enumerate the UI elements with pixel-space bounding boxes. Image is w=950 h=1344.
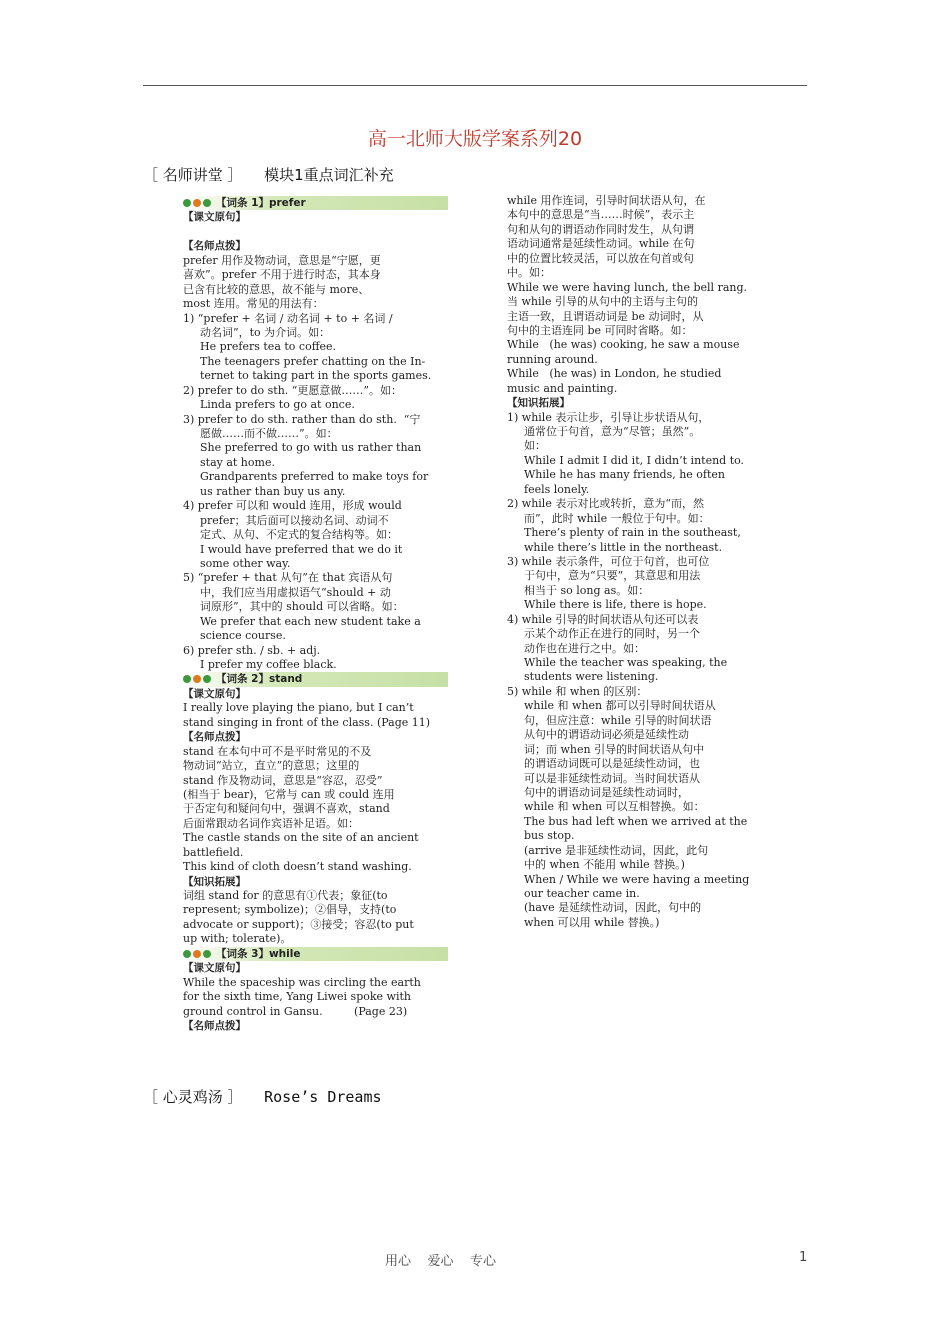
text-line: (have 是延续性动词，因此，句中的 [524, 901, 702, 915]
text-line: represent; symbolize)；②倡导，支持(to [183, 903, 397, 917]
text-line: The bus had left when we arrived at the [524, 814, 748, 828]
subheading: 【知识拓展】 [183, 875, 246, 888]
text-line: 示某个动作正在进行的同时，另一个 [524, 627, 700, 641]
subheading: 【名师点拨】 [183, 240, 246, 253]
text-line: 定式、从句、不定式的复合结构等。如： [200, 528, 398, 542]
text-line: students were listening. [524, 670, 659, 684]
text-line: 2) while 表示对比或转折，意为“而，然 [507, 497, 704, 511]
text-line: our teacher came in. [524, 887, 640, 900]
text-line: 中，我们应当用虚拟语气“should + 动 [200, 585, 391, 599]
subheading: 【课文原句】 [183, 687, 246, 700]
text-line: 通常位于句首，意为“尽管；虽然”。 [524, 425, 701, 438]
dot-icon [183, 199, 191, 207]
text-line: 相当于 so long as。如： [524, 583, 650, 597]
text-line: while 用作连词，引导时间状语从句，在 [507, 194, 706, 207]
text-line: ground control in Gansu. (Page 23) [183, 1004, 408, 1018]
text-line: While the spaceship was circling the earth [183, 975, 421, 989]
dot-icon [203, 675, 211, 683]
text-line: 词原形”，其中的 should 可以省略。如： [200, 600, 404, 614]
text-line: 如： [524, 439, 546, 453]
entry-header [183, 672, 448, 686]
section-bracket: ［ 心灵鸡汤 ］ [143, 1088, 243, 1106]
text-line: 1) “prefer + 名词 / 动名词 + to + 名词 / [183, 311, 393, 325]
text-line: science course. [200, 629, 286, 643]
text-line: 句和从句的谓语动作同时发生，从句谓 [507, 222, 694, 236]
text-line: 中的位置比较灵活，可以放在句首或句 [507, 251, 694, 265]
text-line: While we were having lunch, the bell rang. [507, 280, 748, 294]
text-line: (相当于 bear)，它常与 can 或 could 连用 [183, 787, 395, 801]
entry-dots-icon [183, 947, 213, 961]
text-line: when 可以用 while 替换。) [524, 915, 660, 929]
text-line: Linda prefers to go at once. [200, 398, 355, 412]
text-line: 已含有比较的意思，故不能与 more、 [183, 282, 370, 296]
text-line: advocate or support)；③接受；容忍(to put [183, 917, 414, 931]
subheading: 【知识拓展】 [507, 397, 570, 410]
text-line: for the sixth time, Yang Liwei spoke with [183, 990, 411, 1004]
text-line: While he has many friends, he often [524, 468, 726, 482]
entry-label: 【词条 2】stand [216, 673, 303, 686]
text-line: running around. [507, 352, 598, 366]
text-line: 3) while 表示条件，可位于句首，也可位 [507, 554, 710, 568]
text-line: 语动词通常是延续性动词。while 在句 [507, 237, 695, 251]
section-label: Rose’s Dreams [264, 1088, 382, 1106]
text-line: While (he was) cooking, he saw a mouse [507, 338, 740, 352]
text-line: 动作也在进行之中。如： [524, 641, 645, 655]
text-line: 可以是非延续性动词。当时间状语从 [524, 771, 700, 785]
text-line: I really love playing the piano, but I can’t [183, 701, 414, 715]
text-line: We prefer that each new student take a [200, 614, 421, 628]
text-line: This kind of cloth doesn’t stand washing. [183, 860, 412, 874]
text-line: I would have preferred that we do it [200, 542, 403, 556]
text-line: While I admit I did it, I didn’t intend to. [524, 453, 745, 467]
entry-label: 【词条 3】while [216, 947, 301, 960]
entry-dots-icon [183, 196, 213, 210]
section-heading-soup [143, 1086, 382, 1107]
text-line: feels lonely. [524, 482, 590, 496]
text-line: 词；而 when 引导的时间状语从句中 [524, 742, 705, 756]
entry-header [183, 947, 448, 961]
dot-icon [193, 950, 201, 958]
section-bracket: ［ 名师讲堂 ］ [143, 166, 243, 184]
text-line: (arrive 是非延续性动词，因此，此句 [524, 843, 709, 857]
subheading: 【名师点拨】 [183, 731, 246, 744]
text-line: 当 while 引导的从句中的主语与主句的 [507, 295, 699, 309]
text-line: I prefer my coffee black. [200, 658, 337, 671]
text-line: while 和 when 都可以引导时间状语从 [524, 699, 716, 713]
text-line: while there’s little in the northeast. [524, 540, 723, 554]
header-rule [143, 85, 807, 86]
text-line: 2) prefer to do sth. “更愿意做……”。如： [183, 383, 403, 397]
dot-icon [193, 199, 201, 207]
text-line: 而”，此时 while 一般位于句中。如： [524, 511, 710, 525]
entry-header [183, 196, 448, 210]
text-line: 本句中的意思是“当……时候”，表示主 [507, 208, 695, 222]
entry-label: 【词条 1】prefer [216, 197, 306, 210]
page-number: 1 [799, 1250, 808, 1265]
text-line: 句中的主语连同 be 可同时省略。如： [507, 323, 693, 337]
text-line: 4) prefer 可以和 would 连用，形成 would [183, 499, 402, 513]
text-line: stand 作及物动词，意思是“容忍，忍受” [183, 773, 383, 787]
text-line: While the teacher was speaking, the [524, 656, 728, 669]
text-line: When / While we were having a meeting [524, 872, 750, 886]
text-line [183, 225, 448, 239]
subheading: 【名师点拨】 [183, 1019, 246, 1032]
dot-icon [193, 675, 201, 683]
text-line: 从句中的谓语动词必须是延续性动 [524, 728, 689, 742]
text-line: The castle stands on the site of an ancient [183, 831, 419, 845]
text-line: 句中的谓语动词是延续性动词时， [524, 785, 689, 799]
text-line: 主语一致，且谓语动词是 be 动词时，从 [507, 309, 704, 323]
text-line: 于句中，意为“只要”，其意思和用法 [524, 569, 701, 583]
text-line: He prefers tea to coffee. [200, 340, 337, 354]
text-line: us rather than buy us any. [200, 484, 346, 498]
text-line: music and painting. [507, 381, 618, 395]
entry-dots-icon [183, 672, 213, 686]
text-line: 中的 when 不能用 while 替换。) [524, 858, 685, 872]
text-line: 1) while 表示让步，引导让步状语从句， [507, 410, 710, 424]
text-line: while 和 when 可以互相替换。如： [524, 800, 705, 814]
subheading: 【课文原句】 [183, 211, 246, 224]
text-line: stay at home. [200, 455, 275, 469]
text-line: She preferred to go with us rather than [200, 441, 422, 455]
text-line: 喜欢”。prefer 不用于进行时态，其本身 [183, 268, 381, 282]
text-line: stand singing in front of the class. (Page 11) [183, 715, 431, 729]
text-line: 6) prefer sth. / sb. + adj. [183, 643, 321, 657]
left-column [183, 196, 448, 1033]
text-line: 3) prefer to do sth. rather than do sth. “宁 [183, 412, 421, 426]
text-line: 5) while 和 when 的区别： [507, 684, 648, 698]
text-line: 动名词”，to 为介词。如： [200, 325, 331, 339]
text-line: bus stop. [524, 829, 575, 843]
text-line: 中。如： [507, 266, 551, 280]
text-line: 后面常跟动名词作宾语补足语。如： [183, 816, 359, 830]
dot-icon [183, 950, 191, 958]
text-line: battlefield. [183, 845, 244, 859]
text-line: stand 在本句中可不是平时常见的不及 [183, 744, 372, 758]
text-line: prefer；其后面可以接动名词、动词不 [200, 513, 389, 527]
subheading: 【课文原句】 [183, 962, 246, 975]
text-line: 4) while 引导的时间状语从句还可以表 [507, 612, 699, 626]
text-line: ternet to taking part in the sports games. [200, 369, 432, 383]
text-line: 愿做……而不做……”。如： [200, 427, 338, 440]
text-line: 句，但应注意：while 引导的时间状语 [524, 713, 712, 727]
dot-icon [203, 950, 211, 958]
text-line: 的谓语动词既可以是延续性动词，也 [524, 757, 700, 771]
text-line: While (he was) in London, he studied [507, 367, 722, 381]
text-line: 物动词“站立，直立”的意思；这里的 [183, 759, 360, 773]
page-title: 高一北师大版学案系列20 [367, 128, 583, 150]
dot-icon [203, 199, 211, 207]
text-line: The teenagers prefer chatting on the In- [200, 354, 426, 368]
text-line: most 连用。常见的用法有： [183, 297, 324, 311]
text-line: 于否定句和疑问句中，强调不喜欢，stand [183, 802, 390, 816]
text-line: While there is life, there is hope. [524, 598, 707, 612]
text-line: 5) “prefer + that 从句”在 that 宾语从句 [183, 571, 393, 585]
right-column [507, 194, 770, 930]
text-line: Grandparents preferred to make toys for [200, 470, 429, 484]
dot-icon [183, 675, 191, 683]
text-line: There’s plenty of rain in the southeast, [524, 526, 741, 540]
text-line: some other way. [200, 556, 291, 570]
text-line: up with; tolerate)。 [183, 932, 292, 946]
text-line: 词组 stand for 的意思有①代表；象征(to [183, 889, 388, 902]
section-heading-lecture [143, 164, 394, 185]
section-label: 模块1重点词汇补充 [264, 166, 394, 184]
footer-motto: 用心 爱心 专心 [385, 1254, 497, 1269]
text-line: prefer 用作及物动词，意思是“宁愿，更 [183, 253, 381, 267]
